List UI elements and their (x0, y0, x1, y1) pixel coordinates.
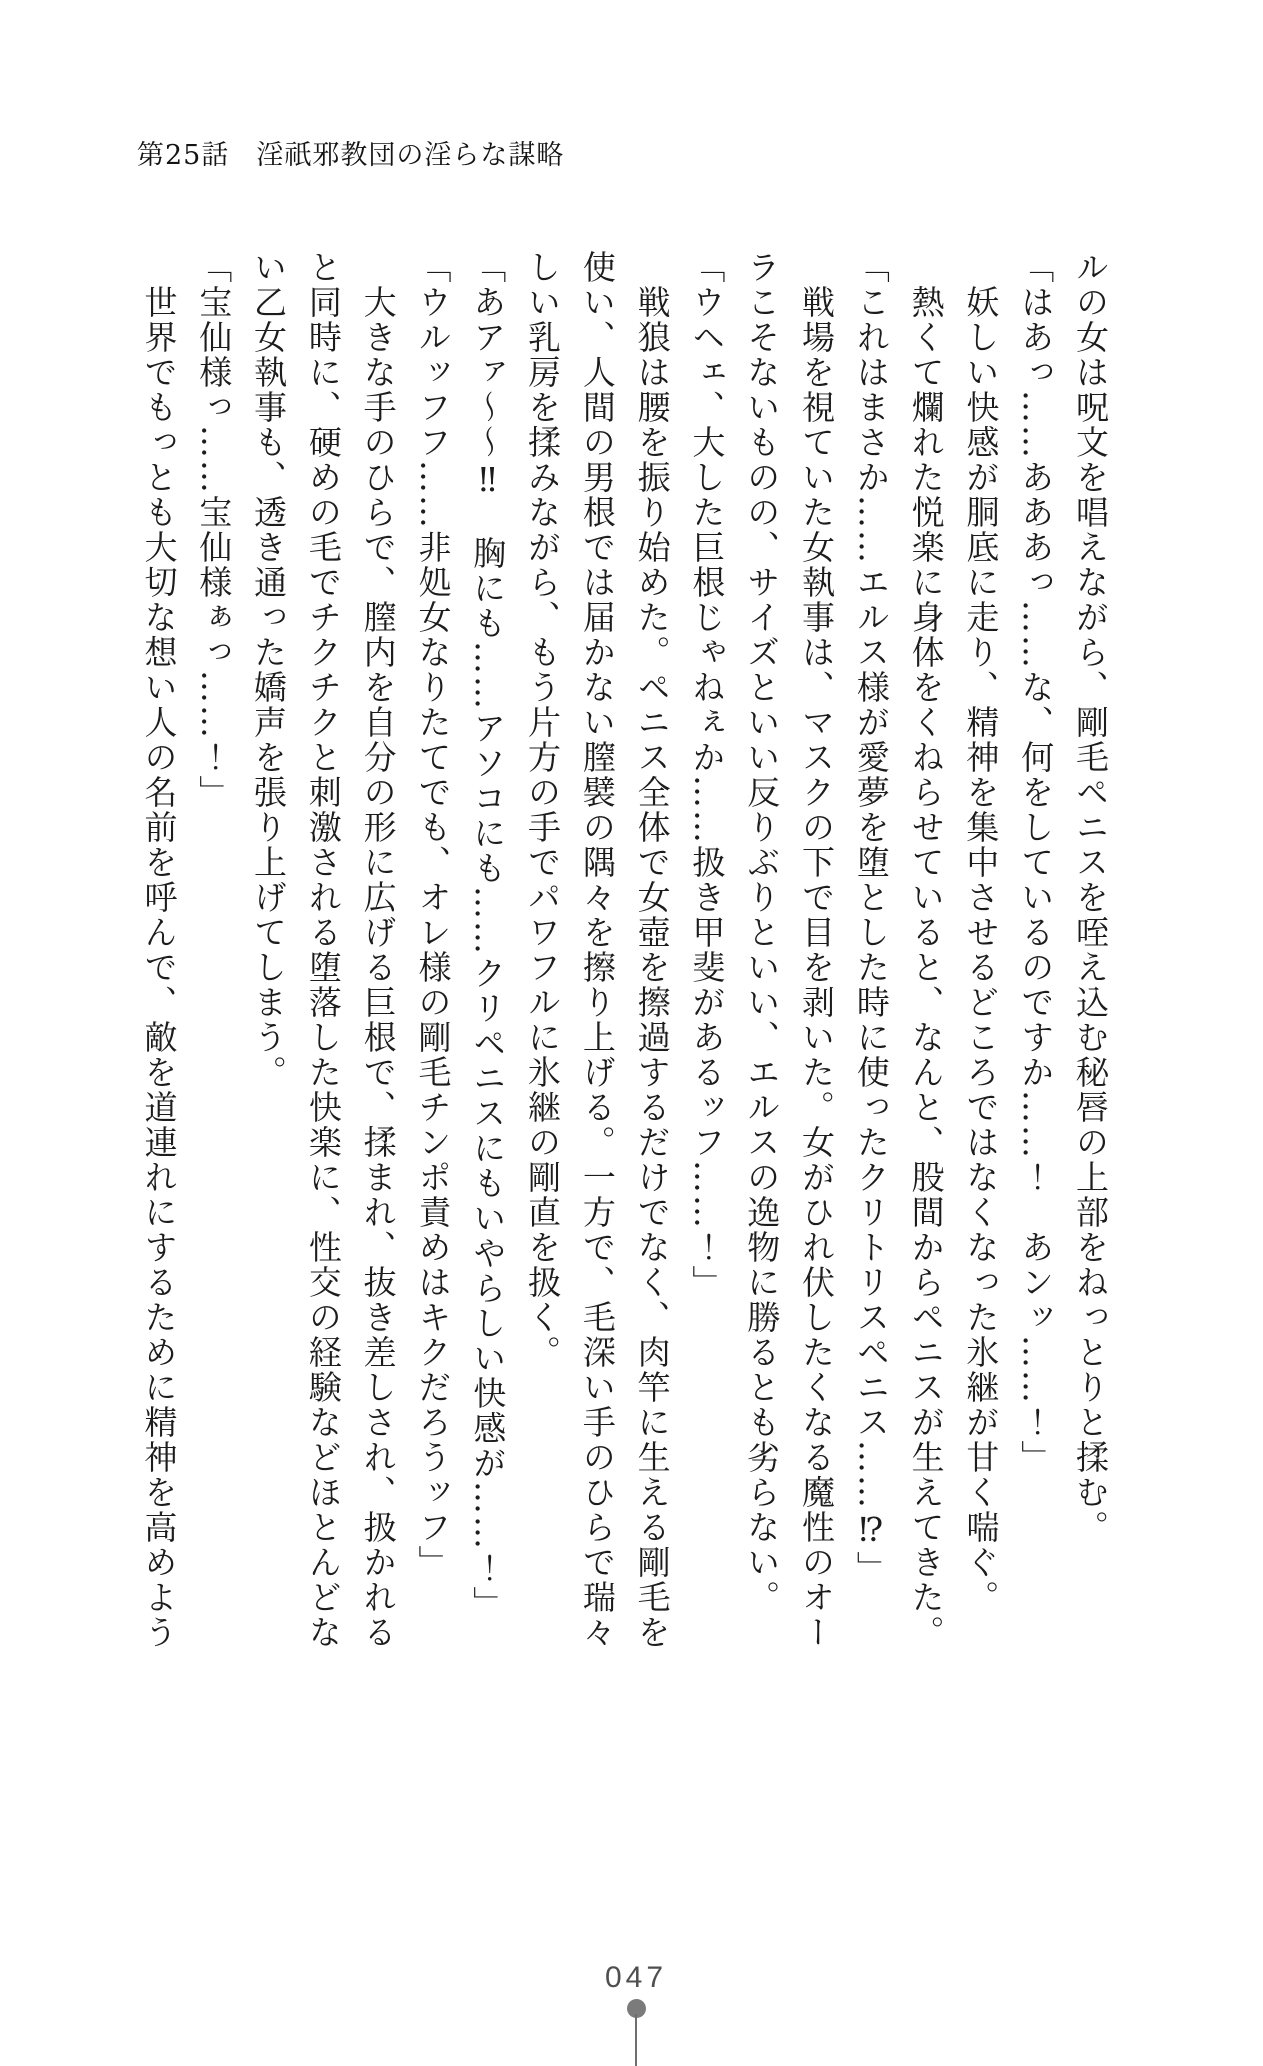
chapter-heading (137, 133, 564, 172)
text-column: 「これはまさか……エルス様が愛夢を堕とした時に使ったクリトリスペニス……⁉」 (851, 250, 891, 1586)
text-column: 戦狼は腰を振り始めた。ペニス全体で女壺を擦過するだけでなく、肉竿に生える剛毛を (632, 250, 672, 1650)
text-column: 使い、人間の男根では届かない膣襞の隅々を擦り上げる。一方で、毛深い手のひらで瑞々 (577, 250, 617, 1650)
text-column: 大きな手のひらで、膣内を自分の形に広げる巨根で、揉まれ、抜き差しされ、扱かれる (358, 250, 398, 1650)
footer-rule-ornament (635, 2014, 637, 2066)
text-column: 「ウヘェ、大した巨根じゃねぇか……扱き甲斐があるッフ……！」 (687, 250, 727, 1300)
text-column: 妖しい快感が胴底に走り、精神を集中させるどころではなくなった氷継が甘く喘ぐ。 (961, 250, 1001, 1615)
chapter-title: 淫祇邪教団の淫らな謀略 (256, 140, 565, 171)
text-column: ルの女は呪文を唱えながら、剛毛ペニスを咥え込む秘唇の上部をねっとりと揉む。 (1071, 250, 1110, 1545)
text-column: 戦場を視ていた女執事は、マスクの下で目を剥いた。女がひれ伏したくなる魔性のオー (797, 250, 837, 1650)
text-column: 熱くて爛れた悦楽に身体をくねらせていると、なんと、股間からペニスが生えてきた。 (906, 250, 946, 1650)
text-column: 世界でもっとも大切な想い人の名前を呼んで、敵を道連れにするために精神を高めよう (139, 250, 179, 1650)
text-column: 「宝仙様っ……宝仙様ぁっ……！」 (194, 250, 234, 810)
text-column: ラこそないものの、サイズといい反りぶりといい、エルスの逸物に勝るとも劣らない。 (742, 250, 782, 1615)
text-column: い乙女執事も、透き通った嬌声を張り上げてしまう。 (249, 250, 289, 1090)
body-text-block (131, 250, 1117, 1662)
text-column: 「ウルッフフ……非処女なりたてでも、オレ様の剛毛チンポ責めはキクだろうッフ」 (413, 250, 453, 1580)
chapter-number: 第25話 (137, 140, 230, 171)
page-number: 047 (604, 1961, 668, 1994)
text-column: 「はあっ……あああっ……な、何をしているのですか……！ あンッ……！」 (1016, 250, 1056, 1475)
text-column: 「あアァ～～‼ 胸にも……アソコにも……クリペニスにもいやらしい快感が……！」 (468, 250, 508, 1621)
text-column: しい乳房を揉みながら、もう片方の手でパワフルに氷継の剛直を扱く。 (523, 250, 563, 1370)
text-column: と同時に、硬めの毛でチクチクと刺激される堕落した快楽に、性交の経験などほとんどな (303, 250, 343, 1650)
